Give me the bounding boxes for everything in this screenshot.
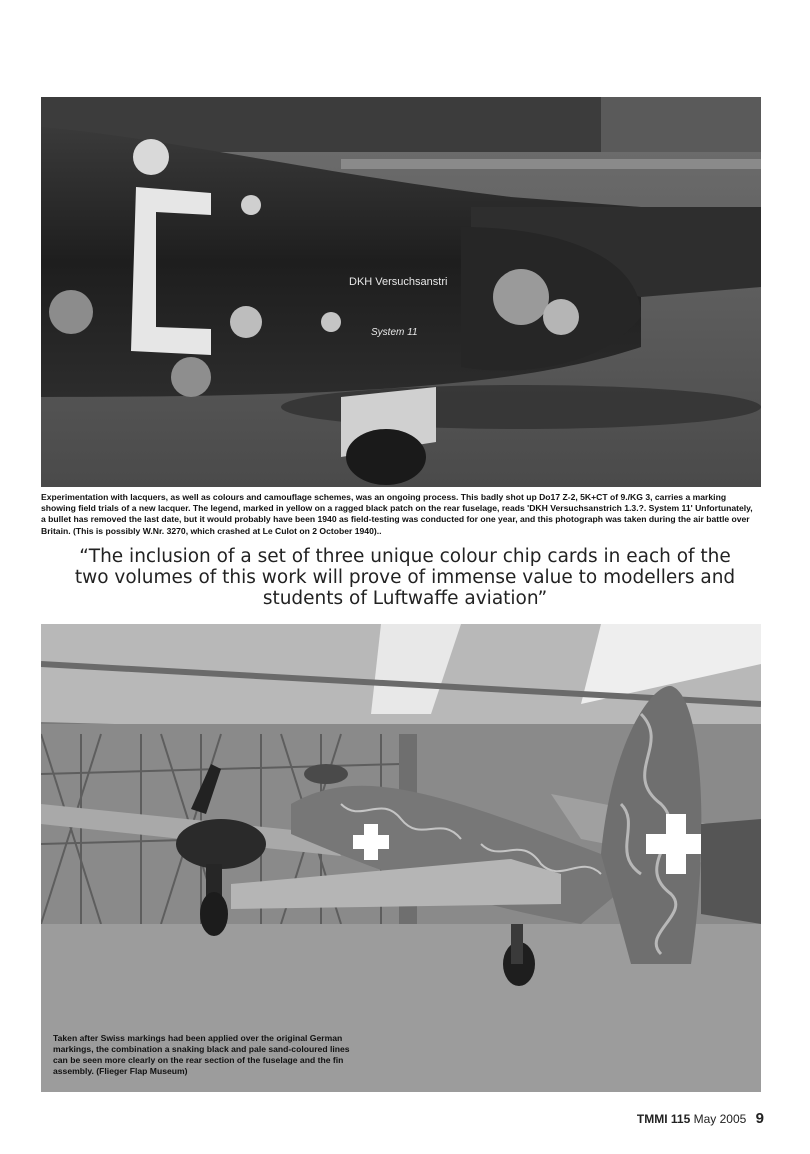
magazine-name: TMMI 115 — [636, 1112, 691, 1126]
do17-photo-illustration — [41, 97, 761, 487]
page-number: 9 — [755, 1110, 764, 1127]
photo-do17-fuselage — [41, 97, 761, 487]
page-footer — [637, 1110, 764, 1127]
hangar-photo-illustration — [41, 624, 761, 1092]
issue-date: May 2005 — [693, 1112, 747, 1126]
photo2-caption: Taken after Swiss markings had been applied over the original German markings, the combination a snaking black and pale sand-coloured lines can be seen more clearly on the rear section of the fuselage and the fin assembly. (Flieger Flap Museum) — [53, 1033, 350, 1076]
photo-hangar-aircraft — [41, 624, 761, 1092]
photo1-caption: Experimentation with lacquers, as well as colours and camouflage schemes, was an ongoing process. This badly shot up Do17 Z-2, 5K+CT of 9./KG 3, carries a marking showing field trials of a new lacquer. The legend, marked in yellow on a ragged black patch on the rear fuselage, reads 'DKH Versuchsanstrich 1.3.?. System 11' Unfortunately, a bullet has removed the last date, but it would probably have been 1940 as field-testing was conducted for one year, and this photograph was taken during the air battle over Britain. (This is possibly W.Nr. 3270, which crashed at Le Culot on 2 October 1940).. — [41, 492, 753, 536]
fuselage-legend-line2: System 11 — [371, 327, 418, 338]
fuselage-legend-line1: DKH Versuchsanstri — [349, 276, 448, 288]
pull-quote: “The inclusion of a set of three unique colour chip cards in each of the two volumes of this work will prove of immense value to modellers and students of Luftwaffe aviation” — [74, 546, 736, 609]
